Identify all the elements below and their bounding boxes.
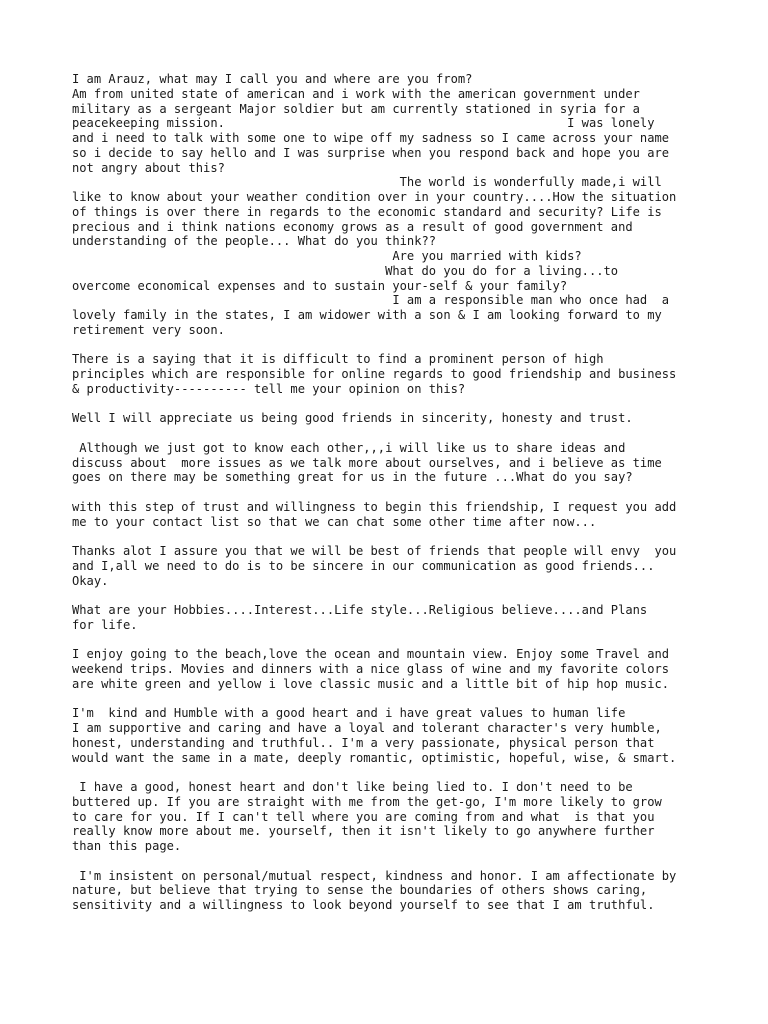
text-line: I am supportive and caring and have a loyal and tolerant character's very humble, <box>72 721 662 735</box>
text-line: of things is over there in regards to the economic standard and security? Life is <box>72 204 662 219</box>
text-line: What are your Hobbies....Interest...Life style...Religious believe....and Plans <box>72 603 648 617</box>
text-line: to care for you. If I can't tell where you are coming from and what is that you <box>72 809 655 824</box>
text-line: like to know about your weather condition over in your country....How the situation <box>72 190 677 204</box>
text-line: and I,all we need to do is to be sincere in our communication as good friends... <box>72 558 655 573</box>
text-line: & productivity---------- tell me your opinion on this? <box>72 381 466 396</box>
text-line: buttered up. If you are straight with me from the get-go, I'm more likely to grow <box>72 794 662 809</box>
text-line: than this page. <box>72 839 182 853</box>
text-line: for life. <box>72 617 138 632</box>
text-line: not angry about this? <box>72 160 225 175</box>
text-line: retirement very soon. <box>72 322 225 337</box>
text-line: I am Arauz, what may I call you and where are you from? <box>72 72 473 86</box>
text-line: and i need to talk with some one to wipe off my sadness so I came across your name <box>72 131 670 145</box>
text-line: peacekeeping mission. I was lonely <box>72 116 655 131</box>
text-line: principles which are responsible for online regards to good friendship and business <box>72 367 677 381</box>
text-line: I'm kind and Humble with a good heart and i have great values to human life <box>72 706 626 721</box>
letter-body <box>72 72 676 913</box>
text-line: discuss about more issues as we talk more about ourselves, and i believe as time <box>72 455 662 470</box>
text-line: There is a saying that it is difficult to find a prominent person of high <box>72 352 604 367</box>
text-line: lovely family in the states, I am widower with a son & I am looking forward to my <box>72 308 662 322</box>
text-line: nature, but believe that trying to sense the boundaries of others shows caring, <box>72 883 648 898</box>
text-line: really know more about me. yourself, then it isn't likely to go anywhere further <box>72 824 655 839</box>
text-line: Thanks alot I assure you that we will be best of friends that people will envy you <box>72 544 677 558</box>
text-line: The world is wonderfully made,i will <box>72 175 662 190</box>
text-line: sensitivity and a willingness to look beyond yourself to see that I am truthful. <box>72 898 655 912</box>
text-line: would want the same in a mate, deeply romantic, optimistic, hopeful, wise, & smart. <box>72 750 677 765</box>
text-line: Okay. <box>72 573 109 588</box>
text-line: What do you do for a living...to <box>72 263 619 278</box>
text-line: I'm insistent on personal/mutual respect, kindness and honor. I am affectionate by <box>72 868 677 883</box>
text-line: weekend trips. Movies and dinners with a nice glass of wine and my favorite colors <box>72 662 670 676</box>
text-line: so i decide to say hello and I was surprise when you respond back and hope you are <box>72 145 670 160</box>
text-line: Are you married with kids? <box>72 249 582 263</box>
text-line: understanding of the people... What do you think?? <box>72 234 437 249</box>
text-line: Although we just got to know each other,,,i will like us to share ideas and <box>72 440 626 455</box>
text-line: goes on there may be something great for us in the future ...What do you say? <box>72 470 633 485</box>
text-line: me to your contact list so that we can chat some other time after now... <box>72 514 597 529</box>
text-line: are white green and yellow i love classic music and a little bit of hip hop music. <box>72 676 670 691</box>
text-line: I enjoy going to the beach,love the ocean and mountain view. Enjoy some Travel and <box>72 647 670 662</box>
text-line: Well I will appreciate us being good friends in sincerity, honesty and trust. <box>72 411 633 426</box>
text-line: military as a sergeant Major soldier but am currently stationed in syria for a <box>72 101 640 116</box>
text-line: Am from united state of american and i work with the american government under <box>72 86 640 101</box>
text-line: overcome economical expenses and to sustain your-self & your family? <box>72 278 568 293</box>
text-line: with this step of trust and willingness to begin this friendship, I request you add <box>72 499 677 514</box>
text-line: precious and i think nations economy grows as a result of good government and <box>72 219 633 234</box>
text-line: I am a responsible man who once had a <box>72 293 670 308</box>
text-line: honest, understanding and truthful.. I'm a very passionate, physical person that <box>72 735 655 750</box>
text-line: I have a good, honest heart and don't like being lied to. I don't need to be <box>72 780 633 794</box>
